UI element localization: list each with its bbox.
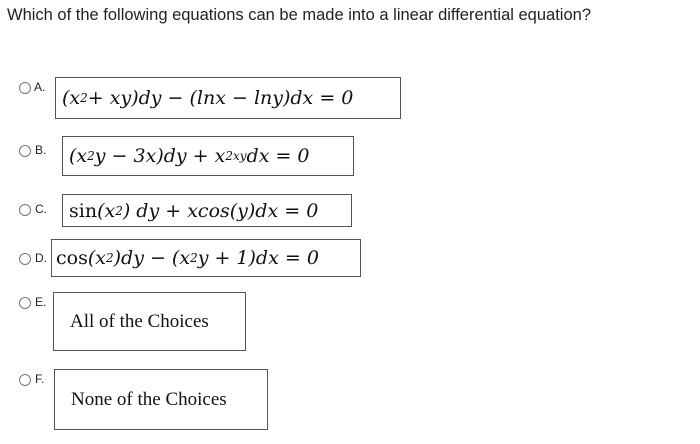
eq-d-func: cos (56, 247, 88, 269)
eq-c-func: sin (69, 199, 98, 222)
option-d-equation: cos (x 2 )dy − (x 2 y + 1)dx = 0 (51, 239, 361, 277)
option-b-letter: B. (35, 143, 47, 157)
option-e-radio[interactable] (19, 297, 31, 309)
option-c-letter: C. (35, 202, 47, 216)
eq-b-part: dx = 0 (246, 145, 310, 167)
option-d-radio[interactable] (19, 253, 31, 265)
option-a-equation: (x 2 + xy)dy − (lnx − lny)dx = 0 (55, 77, 401, 119)
eq-b-part: (x (69, 145, 88, 167)
option-f-letter: F. (35, 372, 45, 386)
eq-a-part: + xy)dy − (lnx − lny)dx = 0 (87, 87, 354, 109)
eq-d-part: )dy − (x (113, 247, 191, 269)
option-b-equation: (x 2 y − 3x)dy + x 2xy dx = 0 (62, 136, 354, 176)
eq-d-part: y + 1)dx = 0 (197, 247, 319, 269)
eq-c-part: ) dy + xcos(y)dx = 0 (122, 199, 319, 222)
option-e-box (53, 292, 246, 351)
option-f-radio[interactable] (19, 374, 31, 386)
option-b-radio[interactable] (19, 145, 31, 157)
eq-c-part: (x (97, 199, 116, 222)
eq-b-part: y − 3x)dy + x (94, 145, 226, 167)
option-f-text: None of the Choices (71, 388, 227, 410)
option-e-letter: E. (35, 295, 47, 309)
question-text: Which of the following equations can be made into a linear differential equation? (7, 6, 591, 24)
option-c-equation: sin (x 2 ) dy + xcos(y)dx = 0 (62, 194, 352, 227)
option-a-radio[interactable] (19, 82, 31, 94)
option-d-letter: D. (35, 251, 47, 265)
option-e-text: All of the Choices (70, 310, 209, 332)
eq-a-part: (x (62, 87, 81, 109)
eq-d-part: (x (87, 247, 106, 269)
option-c-radio[interactable] (19, 204, 31, 216)
option-f-box (54, 369, 268, 430)
option-a-letter: A. (34, 80, 46, 94)
